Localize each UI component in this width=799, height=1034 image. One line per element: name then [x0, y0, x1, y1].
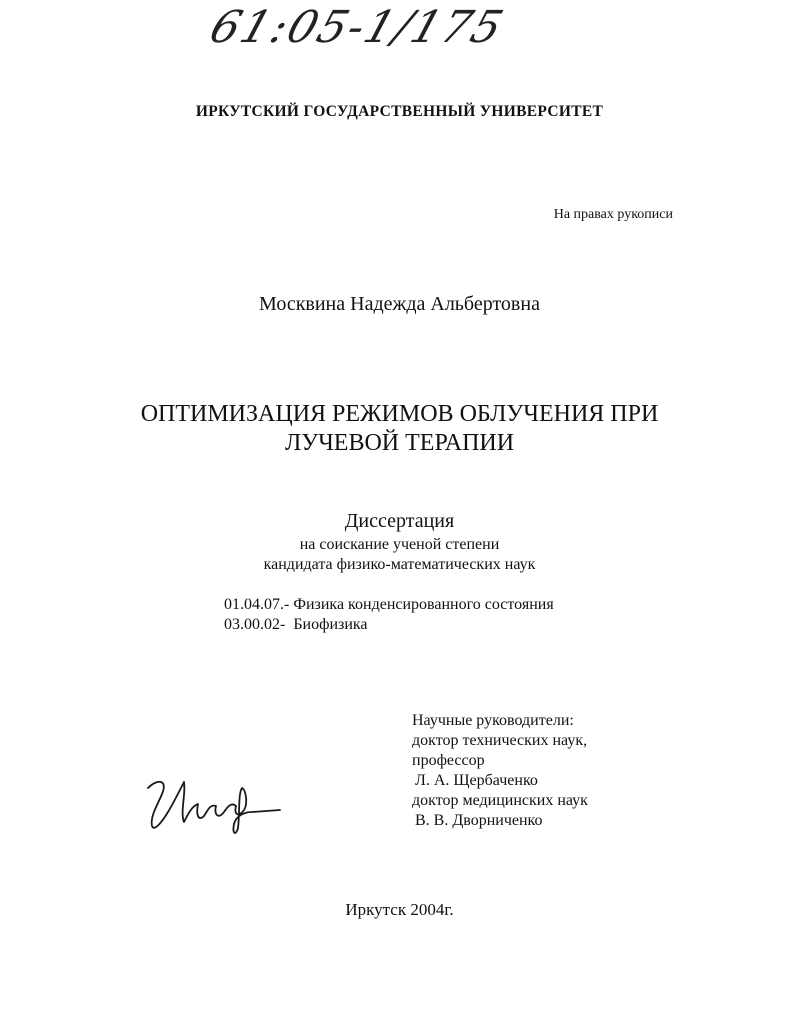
specialty-name: Физика конденсированного состояния [293, 596, 554, 613]
author-name: Москвина Надежда Альбертовна [259, 293, 540, 315]
specialty-code: 01.04.07.- [224, 596, 290, 613]
degree-line-1: на соискание ученой степени [299, 536, 500, 553]
specialties-list [224, 595, 554, 635]
archive-code-handwritten [203, 2, 512, 72]
specialty-name: Биофизика [293, 616, 368, 633]
supervisor-line: доктор технических наук, [412, 732, 588, 749]
supervisor-line: Л. А. Щербаченко [415, 772, 538, 789]
degree-block [0, 535, 799, 575]
dissertation-title: ОПТИМИЗАЦИЯ РЕЖИМОВ ОБЛУЧЕНИЯ ПРИ ЛУЧЕВОЙ ТЕРАПИИ [140, 401, 659, 456]
supervisor-line: профессор [412, 752, 485, 769]
supervisors-block [412, 711, 588, 831]
specialty-code: 03.00.02- [224, 616, 286, 633]
manuscript-rights-note: На правах рукописи [553, 207, 673, 222]
work-type: Диссертация [344, 510, 455, 532]
archive-code-text: 61:05-1/175 [203, 2, 511, 53]
place-and-year: Иркутск 2004г. [345, 900, 454, 919]
author-signature [140, 760, 290, 840]
supervisors-heading: Научные руководители: [412, 712, 574, 729]
supervisor-line: В. В. Дворниченко [415, 812, 543, 829]
specialty-row [224, 595, 554, 615]
degree-line-2: кандидата физико-математических наук [263, 556, 536, 573]
university-name: ИРКУТСКИЙ ГОСУДАРСТВЕННЫЙ УНИВЕРСИТЕТ [195, 103, 604, 120]
specialty-row [224, 615, 554, 635]
supervisor-line: доктор медицинских наук [412, 792, 588, 809]
